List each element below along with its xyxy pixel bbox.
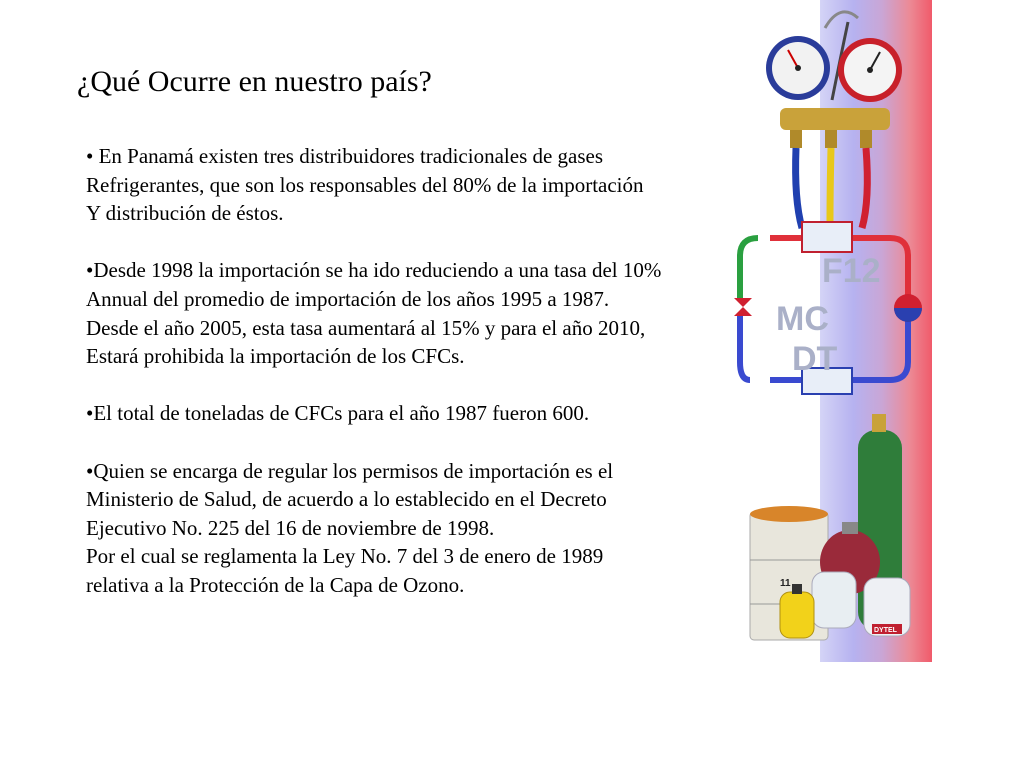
manifold-body: [780, 108, 890, 130]
text-line: Y distribución de éstos.: [86, 201, 284, 226]
red-gauge-icon: [838, 38, 902, 102]
caption-dt: DT: [792, 340, 838, 378]
caption-mc: MC: [776, 300, 829, 338]
text-line: Ministerio de Salud, de acuerdo a lo establecido en el Decreto: [86, 487, 607, 512]
condenser-icon: [802, 222, 852, 252]
can-label: DYTEL: [874, 627, 897, 634]
text-line: •El total de toneladas de CFCs para el año 1987 fueron 600.: [86, 401, 590, 426]
caption-f12: F12: [822, 252, 881, 290]
text-line: Refrigerantes, que son los responsables del 80% de la importación: [86, 172, 644, 197]
hook-icon: [825, 12, 858, 28]
text-line: relativa a la Protección de la Capa de Ozono.: [86, 572, 465, 597]
blue-gauge-icon: [766, 36, 830, 100]
drum-label: 11: [780, 578, 791, 589]
slide-body: [86, 142, 806, 600]
red-hose: [862, 148, 867, 228]
slide-title: ¿Qué Ocurre en nuestro país?: [77, 65, 432, 98]
text-line: Estará prohibida la importación de los CFCs.: [86, 344, 465, 369]
text-line: Annual del promedio de importación de los años 1995 a 1987.: [86, 286, 610, 311]
text-line: Por el cual se reglamenta la Ley No. 7 del 3 de enero de 1989: [86, 544, 604, 569]
text-line: Desde el año 2005, esta tasa aumentará al 15% y para el año 2010,: [86, 315, 646, 340]
text-line: •Desde 1998 la importación se ha ido reduciendo a una tasa del 10%: [86, 258, 662, 283]
text-line: • En Panamá existen tres distribuidores tradicionales de gases: [86, 144, 604, 168]
paragraph-gap: [86, 371, 806, 400]
text-line: Ejecutivo No. 225 del 16 de noviembre de 1998.: [86, 515, 495, 540]
text-line: •Quien se encarga de regular los permisos de importación es el: [86, 458, 614, 483]
paragraph-gap: [86, 428, 806, 457]
yellow-hose: [830, 148, 831, 222]
paragraph-gap: [86, 228, 806, 257]
